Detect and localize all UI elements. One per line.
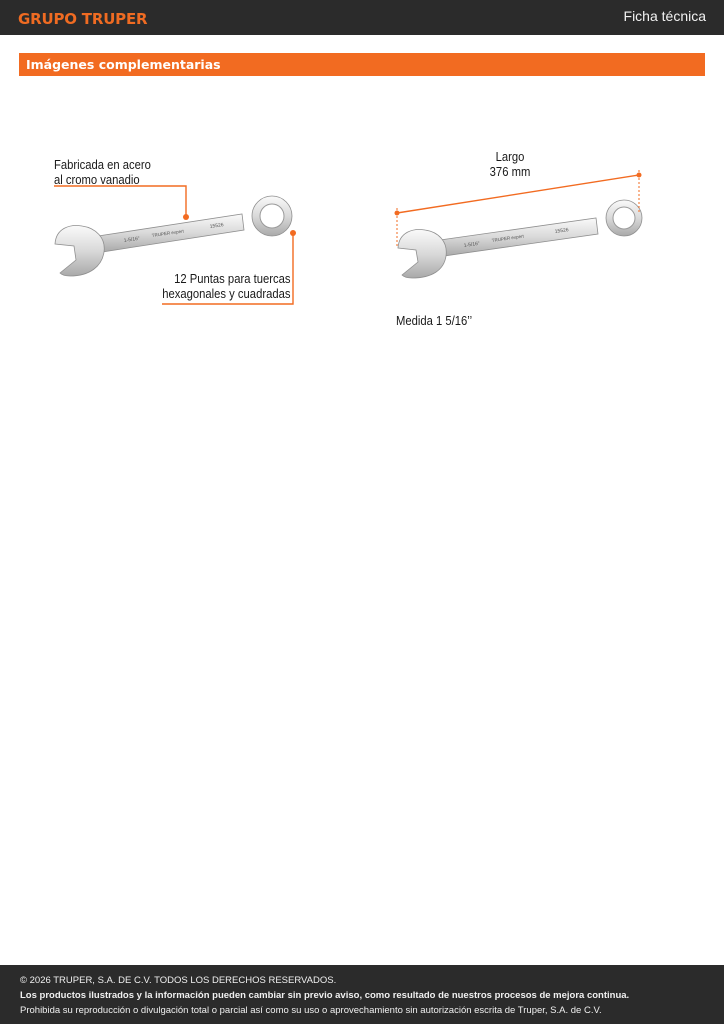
document-type: Ficha técnica — [623, 8, 706, 24]
material-label — [54, 158, 151, 188]
length-value: 376 mm — [489, 165, 531, 179]
feature-figure — [40, 140, 320, 320]
dimensions-figure — [380, 140, 660, 340]
wrench-brand-marking: TRUPER expert — [491, 233, 525, 243]
header-bar — [0, 0, 724, 35]
section-title: Imágenes complementarias — [26, 57, 221, 72]
points-label-line2: hexagonales y cuadradas — [161, 287, 290, 301]
wrench-code-marking: 15526 — [554, 227, 570, 235]
material-label-line1: Fabricada en acero — [54, 158, 151, 172]
footer-notice: Los productos ilustrados y la información pueden cambiar sin previo aviso, como resultado de nuestros procesos de mejora continua. — [20, 990, 630, 1001]
size-label: Medida 1 5/16’’ — [396, 314, 473, 328]
wrench-size-marking: 1-5/16" — [463, 240, 481, 249]
wrench-size-marking: 1-5/16" — [123, 235, 141, 244]
wrench-brand-marking: TRUPER expert — [151, 228, 185, 238]
footer-copyright: © 2026 TRUPER, S.A. DE C.V. TODOS LOS DERECHOS RESERVADOS. — [20, 975, 337, 986]
footer-prohibition: Prohibida su reproducción o divulgación total o parcial así como su uso o aprovechamiento sin autorización escrita de Truper, S.A. de C.V. — [20, 1005, 602, 1016]
wrench-icon — [55, 196, 292, 276]
length-label-title: Largo — [495, 150, 525, 164]
material-callout-line — [54, 186, 189, 220]
length-label — [483, 150, 537, 180]
footer — [0, 965, 724, 1024]
brand-logo: GRUPO TRUPER — [18, 10, 148, 28]
points-label — [162, 272, 290, 302]
points-label-line1: 12 Puntas para tuercas — [173, 272, 290, 286]
wrench-icon — [398, 200, 642, 278]
material-label-line2: al cromo vanadio — [54, 173, 140, 187]
wrench-code-marking: 15526 — [209, 222, 225, 230]
section-header — [19, 53, 705, 76]
